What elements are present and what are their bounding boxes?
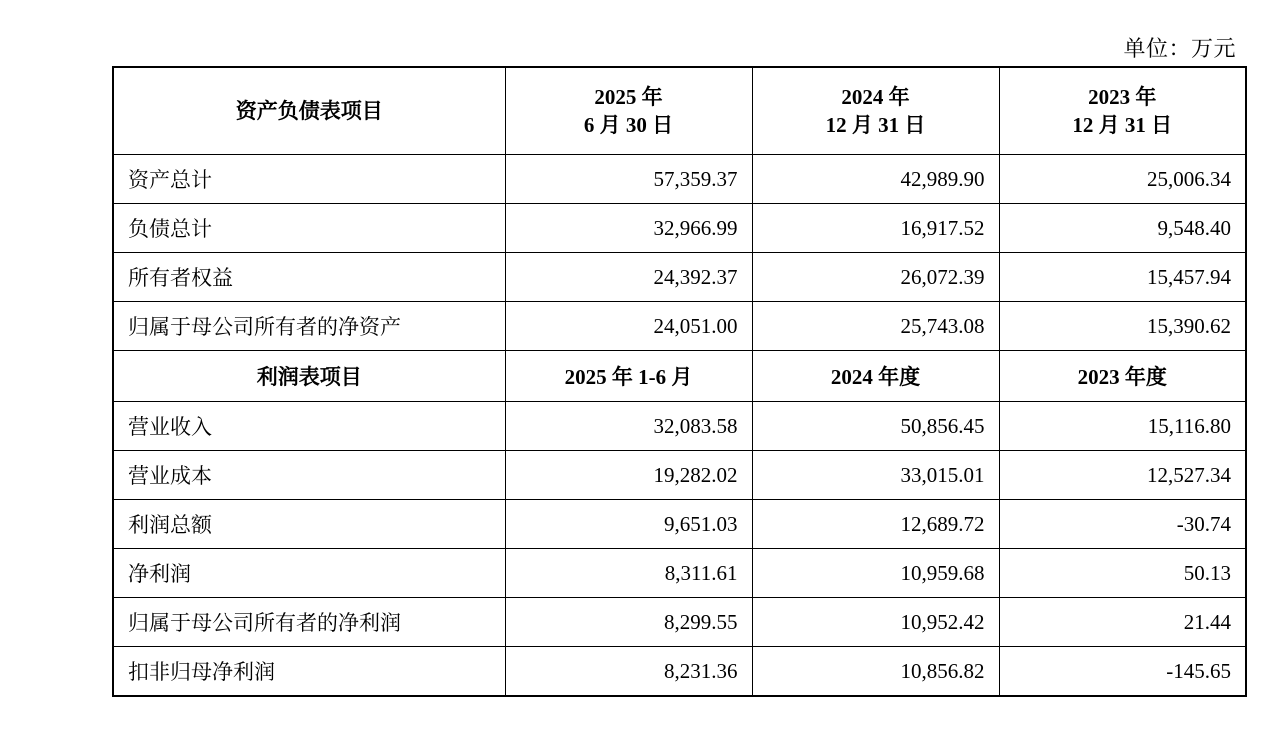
header-cell-item: 资产负债表项目 [113, 67, 505, 155]
table-row [113, 549, 1246, 598]
header-2024-date: 12 月 31 日 [825, 113, 926, 137]
row-value-2025: 57,359.37 [505, 155, 752, 204]
row-label: 负债总计 [113, 204, 505, 253]
header-2024-year: 2024 年 [841, 84, 910, 109]
row-value-2023: 25,006.34 [999, 155, 1246, 204]
row-label: 扣非归母净利润 [113, 647, 505, 697]
row-label: 所有者权益 [113, 253, 505, 302]
row-value-2023: 15,457.94 [999, 253, 1246, 302]
table-row [113, 647, 1246, 697]
row-value-2025: 8,299.55 [505, 598, 752, 647]
header-cell-income-item: 利润表项目 [113, 351, 505, 402]
row-value-2024: 33,015.01 [752, 451, 999, 500]
row-value-2025: 32,966.99 [505, 204, 752, 253]
table-row [113, 598, 1246, 647]
row-value-2025: 32,083.58 [505, 402, 752, 451]
header-cell-2023-12-31 [999, 67, 1246, 155]
table-header-row-balance [113, 67, 1246, 155]
row-value-2025: 24,051.00 [505, 302, 752, 351]
row-value-2023: -145.65 [999, 647, 1246, 697]
row-label: 营业成本 [113, 451, 505, 500]
row-label: 营业收入 [113, 402, 505, 451]
row-value-2025: 19,282.02 [505, 451, 752, 500]
row-value-2025: 9,651.03 [505, 500, 752, 549]
row-value-2024: 10,952.42 [752, 598, 999, 647]
row-value-2025: 24,392.37 [505, 253, 752, 302]
row-value-2024: 50,856.45 [752, 402, 999, 451]
header-2023-date: 12 月 31 日 [1072, 113, 1173, 137]
row-value-2023: 15,116.80 [999, 402, 1246, 451]
header-cell-2024-12-31 [752, 67, 999, 155]
row-label: 归属于母公司所有者的净资产 [113, 302, 505, 351]
header-2025-date: 6 月 30 日 [583, 113, 674, 137]
row-label: 资产总计 [113, 155, 505, 204]
row-value-2023: 12,527.34 [999, 451, 1246, 500]
header-cell-2024-annual: 2024 年度 [752, 351, 999, 402]
table-header-row-income [113, 351, 1246, 402]
row-value-2023: 50.13 [999, 549, 1246, 598]
financial-table-container [112, 66, 1245, 697]
row-label: 归属于母公司所有者的净利润 [113, 598, 505, 647]
header-2023-year: 2023 年 [1088, 84, 1157, 109]
row-value-2023: 21.44 [999, 598, 1246, 647]
row-value-2024: 25,743.08 [752, 302, 999, 351]
financial-summary-table [112, 66, 1247, 697]
row-label: 净利润 [113, 549, 505, 598]
row-value-2024: 16,917.52 [752, 204, 999, 253]
unit-note: 单位：万元 [1123, 36, 1236, 61]
row-value-2024: 42,989.90 [752, 155, 999, 204]
row-value-2023: 15,390.62 [999, 302, 1246, 351]
row-value-2024: 10,959.68 [752, 549, 999, 598]
table-row [113, 155, 1246, 204]
header-2025-year: 2025 年 [594, 84, 663, 109]
table-row [113, 402, 1246, 451]
table-row [113, 204, 1246, 253]
row-value-2024: 12,689.72 [752, 500, 999, 549]
row-label: 利润总额 [113, 500, 505, 549]
table-row [113, 302, 1246, 351]
header-cell-2025-h1: 2025 年 1-6 月 [505, 351, 752, 402]
row-value-2025: 8,311.61 [505, 549, 752, 598]
table-row [113, 500, 1246, 549]
row-value-2024: 26,072.39 [752, 253, 999, 302]
header-cell-2025-06-30 [505, 67, 752, 155]
header-cell-2023-annual: 2023 年度 [999, 351, 1246, 402]
table-row [113, 253, 1246, 302]
row-value-2023: -30.74 [999, 500, 1246, 549]
table-row [113, 451, 1246, 500]
row-value-2023: 9,548.40 [999, 204, 1246, 253]
row-value-2024: 10,856.82 [752, 647, 999, 697]
row-value-2025: 8,231.36 [505, 647, 752, 697]
